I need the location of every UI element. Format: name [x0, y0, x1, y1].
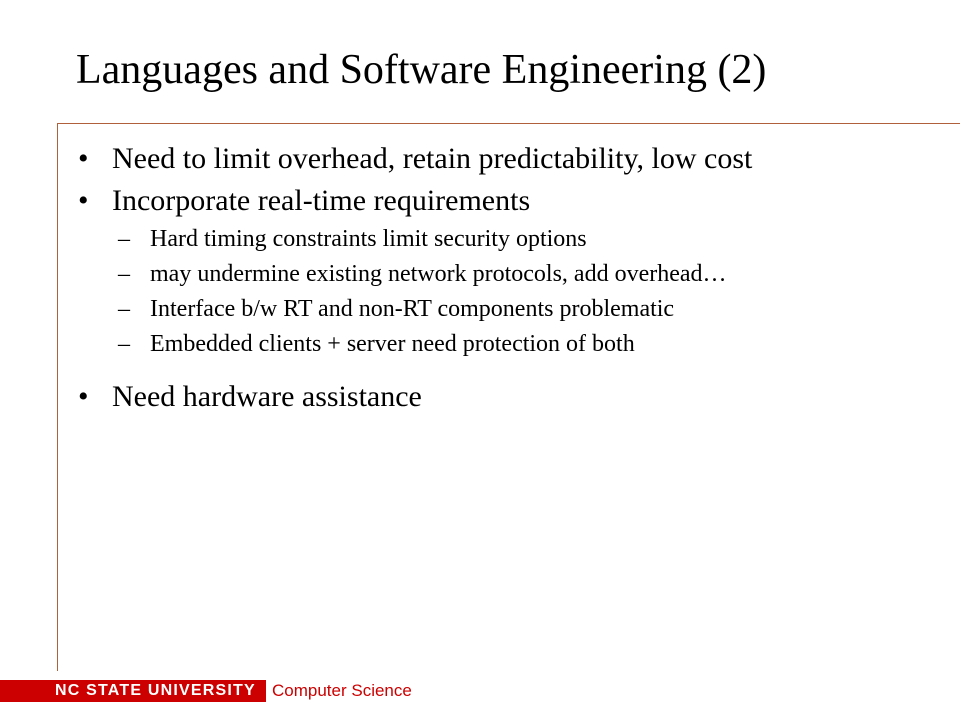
- sub-item: [78, 257, 752, 292]
- ncsu-logo: NC STATE UNIVERSITY: [0, 680, 266, 702]
- frame-top-rule: [57, 123, 960, 124]
- bullet-marker: •: [78, 184, 89, 217]
- sub-list: [78, 222, 752, 362]
- bullet-item: [78, 180, 752, 222]
- bullet-text: Incorporate real-time requirements: [112, 184, 531, 217]
- slide-title: Languages and Software Engineering (2): [76, 47, 767, 93]
- bullet-text: Need to limit overhead, retain predictability, low cost: [112, 142, 753, 175]
- frame-left-rule: [57, 123, 58, 671]
- sub-list-container: [78, 222, 752, 362]
- bullet-list: [78, 138, 752, 418]
- sub-text: Hard timing constraints limit security options: [150, 226, 587, 252]
- department-label: Computer Science: [272, 681, 412, 700]
- bullet-text: Need hardware assistance: [112, 380, 422, 413]
- bullet-marker: •: [78, 142, 89, 175]
- sub-marker: –: [118, 261, 130, 287]
- sub-text: may undermine existing network protocols, add overhead…: [150, 261, 727, 287]
- bullet-item: [78, 376, 752, 418]
- sub-text: Embedded clients + server need protection of both: [150, 331, 635, 357]
- sub-text: Interface b/w RT and non-RT components problematic: [150, 296, 675, 322]
- sub-item: [78, 292, 752, 327]
- bullet-marker: •: [78, 380, 89, 413]
- sub-marker: –: [118, 296, 130, 322]
- footer: [0, 680, 412, 702]
- sub-item: [78, 327, 752, 362]
- sub-marker: –: [118, 331, 130, 357]
- sub-marker: –: [118, 226, 130, 252]
- sub-item: [78, 222, 752, 257]
- bullet-item: [78, 138, 752, 180]
